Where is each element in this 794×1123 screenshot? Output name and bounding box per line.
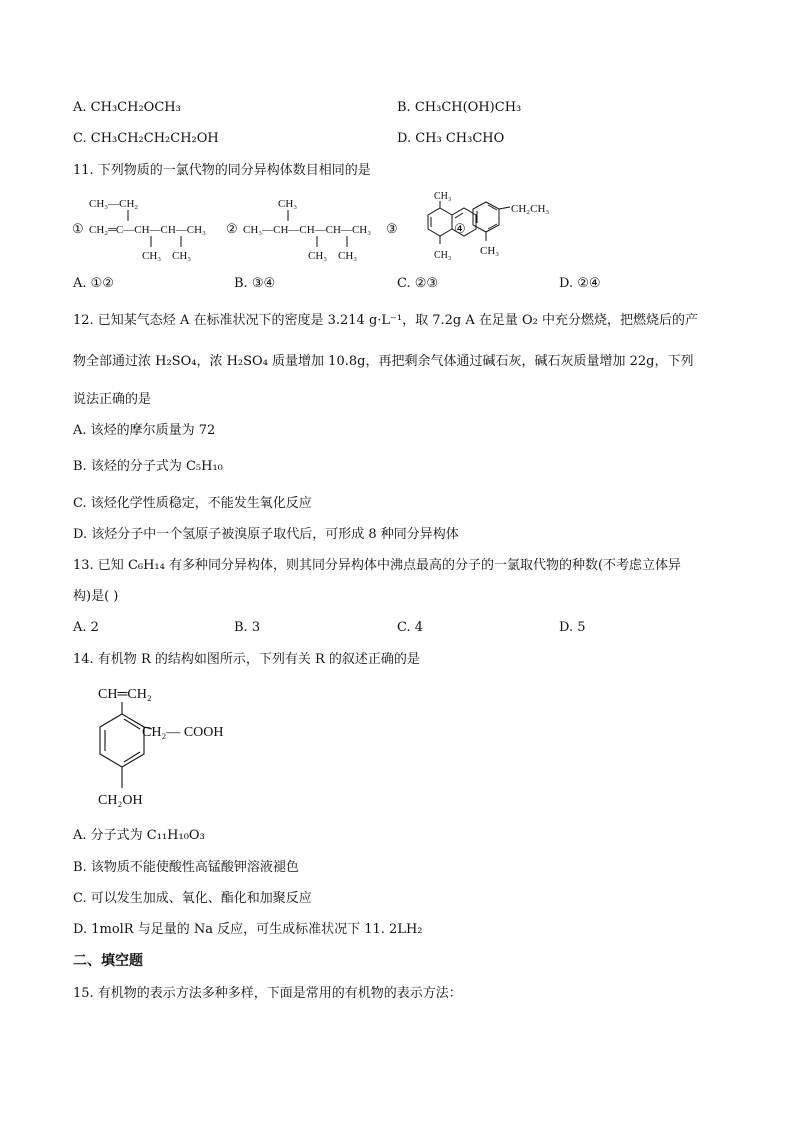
q11-option-b: B. ③④ bbox=[234, 276, 276, 291]
q13-line1: 13. 已知 C₆H₁₄ 有多种同分异构体，则其同分异构体中沸点最高的分子的一氯取代物的种数(不考虑立体异 bbox=[73, 558, 682, 573]
q10-option-a: A. CH₃CH₂OCH₃ bbox=[73, 100, 181, 115]
q14-vinyl: CH═CH₂ bbox=[98, 687, 152, 702]
q13-option-d: D. 5 bbox=[559, 620, 586, 635]
q12-line2: 物全部通过浓 H₂SO₄，浓 H₂SO₄ 质量增加 10.8g，再把剩余气体通过碱石灰，碱石灰质量增加 22g，下列 bbox=[73, 354, 694, 369]
q14-option-b: B. 该物质不能使酸性高锰酸钾溶液褪色 bbox=[73, 860, 299, 875]
marker-4: ④ bbox=[454, 221, 466, 236]
naphthalene-ring-a bbox=[428, 208, 452, 236]
q14-side-chain: CH₂— COOH bbox=[142, 725, 224, 740]
q12-line3: 说法正确的是 bbox=[73, 392, 152, 407]
marker-1: ① bbox=[72, 221, 84, 236]
q12-option-c: C. 该烃化学性质稳定，不能发生氧化反应 bbox=[73, 496, 312, 511]
q11-option-a: A. ①② bbox=[73, 276, 114, 291]
q11-structures bbox=[66, 188, 586, 264]
struct2-bottom1: CH₃ bbox=[308, 250, 328, 262]
q11-option-d: D. ②④ bbox=[559, 276, 601, 291]
q12-option-a: A. 该烃的摩尔质量为 72 bbox=[73, 423, 216, 438]
q14-stem: 14. 有机物 R 的结构如图所示，下列有关 R 的叙述正确的是 bbox=[73, 652, 420, 667]
marker-3: ③ bbox=[386, 221, 398, 236]
struct2-main: CH₃—CH—CH—CH—CH₃ bbox=[243, 224, 372, 236]
section-title: 二、填空题 bbox=[73, 953, 143, 969]
q14-option-c: C. 可以发生加成、氧化、酯化和加聚反应 bbox=[73, 891, 312, 906]
struct1-main: CH₂═C—CH—CH—CH₃ bbox=[89, 224, 206, 236]
q12-option-b: B. 该烃的分子式为 C₅H₁₀ bbox=[73, 459, 223, 474]
q13-line2: 构)是( ) bbox=[73, 589, 119, 604]
struct3-bottom: CH₃ bbox=[434, 250, 452, 261]
marker-2: ② bbox=[226, 221, 238, 236]
struct1-top: CH₃—CH₂ bbox=[89, 198, 139, 210]
struct4-sub2: CH₃ bbox=[480, 245, 500, 257]
q10-option-b: B. CH₃CH(OH)CH₃ bbox=[397, 100, 522, 115]
q12-option-d: D. 该烃分子中一个氢原子被溴原子取代后，可形成 8 种同分异构体 bbox=[73, 527, 459, 542]
benzene-ring-q14 bbox=[100, 714, 144, 767]
struct1-bottom2: CH₃ bbox=[172, 250, 192, 262]
q15-stem: 15. 有机物的表示方法多种多样，下面是常用的有机物的表示方法： bbox=[73, 986, 462, 1001]
q14-bottom: CH₂OH bbox=[98, 793, 143, 808]
q10-option-c: C. CH₃CH₂CH₂CH₂OH bbox=[73, 131, 219, 146]
q10-option-d: D. CH₃ CH₃CHO bbox=[397, 131, 505, 146]
q11-stem: 11. 下列物质的一氯代物的同分异构体数目相同的是 bbox=[73, 163, 371, 178]
q14-structure bbox=[80, 678, 280, 812]
q12-line1: 12. 已知某气态烃 A 在标准状况下的密度是 3.214 g·L⁻¹，取 7.2g A 在足量 O₂ 中充分燃烧，把燃烧后的产 bbox=[73, 313, 699, 328]
q14-option-d: D. 1molR 与足量的 Na 反应，可生成标准状况下 11. 2LH₂ bbox=[73, 922, 423, 937]
q13-option-b: B. 3 bbox=[234, 620, 261, 635]
struct2-bottom2: CH₃ bbox=[338, 250, 358, 262]
struct2-top: CH₃ bbox=[278, 198, 298, 210]
q11-option-c: C. ②③ bbox=[397, 276, 439, 291]
struct1-bottom1: CH₃ bbox=[142, 250, 162, 262]
struct3-top: CH₃ bbox=[434, 191, 452, 202]
q14-option-a: A. 分子式为 C₁₁H₁₀O₃ bbox=[73, 828, 205, 843]
struct4-sub1: CH₂CH₃ bbox=[511, 203, 550, 215]
q13-option-a: A. 2 bbox=[73, 620, 99, 635]
q13-option-c: C. 4 bbox=[397, 620, 424, 635]
